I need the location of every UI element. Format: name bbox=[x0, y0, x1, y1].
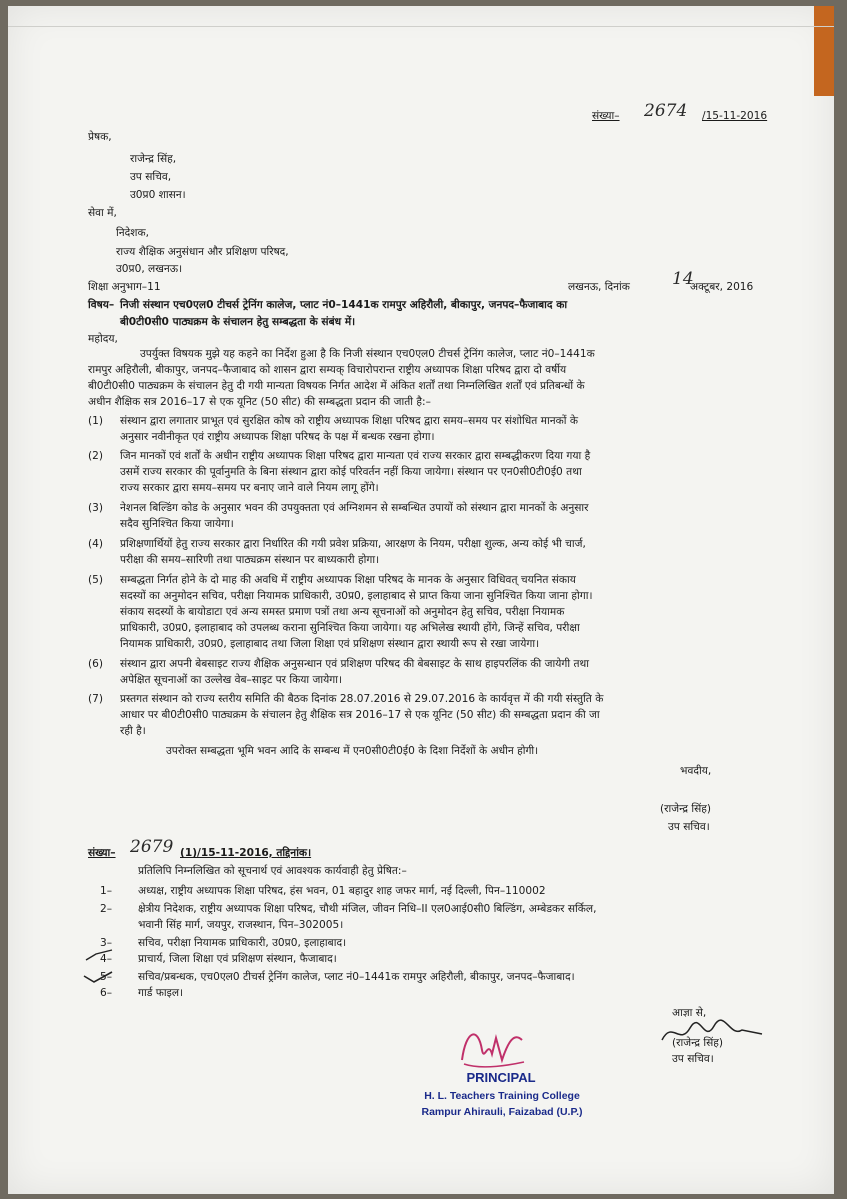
letter-page bbox=[8, 6, 834, 1194]
condition-number: (2) bbox=[88, 450, 104, 462]
copy-line: भवानी सिंह मार्ग, जयपुर, राजस्थान, पिन–302005। bbox=[138, 919, 344, 931]
place-date-suffix: अक्टूबर, 2016 bbox=[690, 281, 754, 293]
body-line: उपर्युक्त विषयक मुझे यह कहने का निर्देश हुआ है कि निजी संस्थान एच0एल0 टीचर्स ट्रेनिंग कालेज, प्लाट नं0–1441क bbox=[140, 348, 595, 360]
copy-line: क्षेत्रीय निदेशक, राष्ट्रीय अध्यापक शिक्षा परिषद, चौथी मंजिल, जीवन निधि–II एल0आई0सी0 बिल्डिंग, अम्बेडकर सर्किल, bbox=[138, 903, 597, 915]
copy-number: 4– bbox=[100, 953, 113, 965]
condition-line: सदस्यों का अनुमोदन सचिव, परीक्षा नियामक प्राधिकारी, उ0प्र0, इलाहाबाद से प्राप्त किया जाना सुनिश्चित किया जाना होगा। bbox=[120, 590, 593, 602]
condition-number: (7) bbox=[88, 693, 104, 705]
paper-fold bbox=[8, 26, 834, 27]
condition-line: प्राधिकारी, उ0प्र0, इलाहाबाद को उपलब्ध कराना सुनिश्चित किया जायेगा। यह अभिलेख स्थायी होंगे, जिन्हें सचिव, परीक्षा bbox=[120, 622, 580, 634]
condition-line: संस्थान द्वारा लगातार प्राभूत एवं सुरक्षित कोष को राष्ट्रीय अध्यापक शिक्षा परिषद द्वारा समय–समय पर संशोधित मानकों के bbox=[120, 415, 579, 427]
salutation: महोदय, bbox=[88, 333, 118, 345]
principal-signature bbox=[456, 1020, 532, 1074]
order-label: आज्ञा से, bbox=[672, 1007, 707, 1019]
copy-ref-handwritten: 2679 bbox=[130, 837, 174, 857]
recipient-title: निदेशक, bbox=[116, 227, 149, 239]
copy-line: प्राचार्य, जिला शिक्षा एवं प्रशिक्षण संस्थान, फैजाबाद। bbox=[138, 953, 337, 965]
subject-label: विषय– bbox=[88, 299, 115, 311]
copy-line: गार्ड फाइल। bbox=[138, 987, 184, 999]
condition-line: जिन मानकों एवं शर्तों के अधीन राष्ट्रीय अध्यापक शिक्षा परिषद द्वारा मान्यता एवं राज्य सरकार द्वारा सम्बद्धीकरण दिया गया है bbox=[120, 450, 591, 462]
order-title: उप सचिव। bbox=[672, 1053, 714, 1065]
condition-line: रही है। bbox=[120, 725, 146, 737]
condition-line: प्रस्तगत संस्थान को राज्य स्तरीय समिति की बैठक दिनांक 28.07.2016 से 29.07.2016 के कार्यवृत्त में की गयी संस्तुति के bbox=[120, 693, 604, 705]
closing-line: उपरोक्त सम्बद्धता भूमि भवन आदि के सम्बन्ध में एन0सी0टी0ई0 के दिशा निर्देशों के अधीन होगी। bbox=[166, 745, 539, 757]
stamp-title: PRINCIPAL bbox=[466, 1070, 536, 1085]
condition-line: सम्बद्धता निर्गत होने के दो माह की अवधि में राष्ट्रीय अध्यापक शिक्षा परिषद के मानक के अनुसार विधिवत् चयनित संकाय bbox=[120, 574, 576, 586]
stamp-address: Rampur Ahirauli, Faizabad (U.P.) bbox=[421, 1106, 583, 1118]
copy-ref-rest: (1)/15-11-2016, तद्दिनांक। bbox=[180, 847, 312, 859]
stamp-college: H. L. Teachers Training College bbox=[424, 1090, 580, 1102]
sender-title: उप सचिव, bbox=[130, 171, 172, 183]
sender-dept: उ0प्र0 शासन। bbox=[130, 189, 186, 201]
condition-line: अपेक्षित सूचनाओं का उल्लेख वेब–साइट पर किया जायेगा। bbox=[120, 674, 342, 686]
folder-edge bbox=[814, 6, 834, 96]
condition-line: सदैव सुनिश्चित किया जायेगा। bbox=[120, 518, 234, 530]
copy-ref-label: संख्या– bbox=[88, 847, 116, 859]
copy-number: 6– bbox=[100, 987, 113, 999]
signer-name: (राजेन्द्र सिंह) bbox=[660, 803, 711, 815]
from-label: प्रेषक, bbox=[88, 131, 112, 143]
condition-line: प्रशिक्षणार्थियों हेतु राज्य सरकार द्वारा निर्धारित की गयी प्रवेश प्रक्रिया, आरक्षण के नियम, परीक्षा शुल्क, अन्य कोई भी चार्ज, bbox=[120, 538, 586, 550]
condition-line: नेशनल बिल्डिंग कोड के अनुसार भवन की उपयुक्तता एवं अग्निशमन से सम्बन्धित उपायों को संस्थान द्वारा मानकों के अनुसार bbox=[120, 502, 589, 514]
body-line: अधीन शैक्षिक सत्र 2016–17 से एक यूनिट (50 सीट) की सम्बद्धता प्रदान की जाती है:– bbox=[88, 396, 431, 408]
subject-line: बी0टी0सी0 पाठ्यक्रम के संचालन हेतु सम्बद्धता के संबंध में। bbox=[120, 316, 356, 328]
condition-line: अनुसार नवीनीकृत एवं राष्ट्रीय अध्यापक शिक्षा परिषद के पक्ष में बन्धक रखना होगा। bbox=[120, 431, 435, 443]
ref-date: /15-11-2016 bbox=[702, 110, 768, 122]
condition-line: नियामक प्राधिकारी, उ0प्र0, इलाहाबाद तथा जिला शिक्षा एवं प्रशिक्षण संस्थान द्वारा स्थायी रूप से रखा जायेगा। bbox=[120, 638, 540, 650]
signer-title: उप सचिव। bbox=[668, 821, 710, 833]
condition-line: उसमें राज्य सरकार की पूर्वानुमति के बिना संस्थान द्वारा कोई परिवर्तन नहीं किया जायेगा। संस्थान पर एन0सी0टी0ई0 तथा bbox=[120, 466, 582, 478]
condition-line: आधार पर बी0टी0सी0 पाठ्यक्रम के संचालन हेतु शैक्षिक सत्र 2016–17 से एक यूनिट (50 सीट) की सम्बद्धता प्रदान की जा bbox=[120, 709, 600, 721]
condition-line: संकाय सदस्यों के बायोडाटा एवं अन्य समस्त प्रमाण पत्रों तथा अन्य सूचनाओं को अनुमोदन हेतु सचिव, परीक्षा नियामक bbox=[120, 606, 565, 618]
body-line: बी0टी0सी0 पाठ्यक्रम के संचालन हेतु दी गयी मान्यता विषयक निर्गत आदेश में अंकित शर्तों तथा निम्नलिखित शर्तों एवं प्रतिबन्धों के bbox=[88, 380, 585, 392]
copy-line: सचिव, परीक्षा नियामक प्राधिकारी, उ0प्र0, इलाहाबाद। bbox=[138, 937, 347, 949]
copy-number: 3– bbox=[100, 937, 113, 949]
condition-number: (1) bbox=[88, 415, 104, 427]
recipient-city: उ0प्र0, लखनऊ। bbox=[116, 263, 183, 275]
sender-name: राजेन्द्र सिंह, bbox=[130, 153, 177, 165]
recipient-org: राज्य शैक्षिक अनुसंधान और प्रशिक्षण परिषद, bbox=[116, 246, 289, 258]
copy-line: सचिव/प्रबन्धक, एच0एल0 टीचर्स ट्रेनिंग कालेज, प्लाट नं0–1441क रामपुर अहिरौली, बीकापुर, जनपद–फैजाबाद। bbox=[138, 971, 575, 983]
subject-line: निजी संस्थान एच0एल0 टीचर्स ट्रेनिंग कालेज, प्लाट नं0–1441क रामपुर अहिरौली, बीकापुर, जनपद–फैजाबाद का bbox=[120, 299, 568, 311]
condition-line: संस्थान द्वारा अपनी बेबसाइट राज्य शैक्षिक अनुसन्धान एवं प्रशिक्षण परिषद की बेबसाइट के साथ हाइपरलिंक की जायेगी तथा bbox=[120, 658, 589, 670]
ref-number-handwritten: 2674 bbox=[644, 101, 688, 121]
copy-number: 1– bbox=[100, 885, 113, 897]
copy-intro: प्रतिलिपि निम्नलिखित को सूचनार्थ एवं आवश्यक कार्यवाही हेतु प्रेषित:– bbox=[138, 865, 407, 877]
condition-number: (3) bbox=[88, 502, 104, 514]
sign-off: भवदीय, bbox=[680, 765, 712, 777]
condition-number: (6) bbox=[88, 658, 104, 670]
copy-number: 5– bbox=[100, 971, 113, 983]
tick-marks bbox=[82, 946, 122, 990]
section-label: शिक्षा अनुभाग–11 bbox=[88, 281, 161, 293]
place-date-day: 14 bbox=[672, 269, 694, 289]
condition-line: परीक्षा की समय–सारिणी तथा पाठ्यक्रम संस्थान पर बाध्यकारी होगा। bbox=[120, 554, 380, 566]
place-date-prefix: लखनऊ, दिनांक bbox=[568, 281, 630, 293]
copy-number: 2– bbox=[100, 903, 113, 915]
copy-line: अध्यक्ष, राष्ट्रीय अध्यापक शिक्षा परिषद, हंस भवन, 01 बहादुर शाह जफर मार्ग, नई दिल्ली, पिन–110002 bbox=[138, 885, 546, 897]
condition-line: राज्य सरकार द्वारा समय–समय पर बनाए जाने वाले नियम लागू होंगे। bbox=[120, 482, 379, 494]
ref-label: संख्या– bbox=[592, 110, 620, 122]
condition-number: (5) bbox=[88, 574, 104, 586]
order-name: (राजेन्द्र सिंह) bbox=[672, 1037, 723, 1049]
condition-number: (4) bbox=[88, 538, 104, 550]
to-label: सेवा में, bbox=[88, 207, 117, 219]
body-line: रामपुर अहिरौली, बीकापुर, जनपद–फैजाबाद को शासन द्वारा सम्यक् विचारोपरान्त राष्ट्रीय अध्यापक शिक्षा परिषद द्वारा दो वर्षीय bbox=[88, 364, 567, 376]
